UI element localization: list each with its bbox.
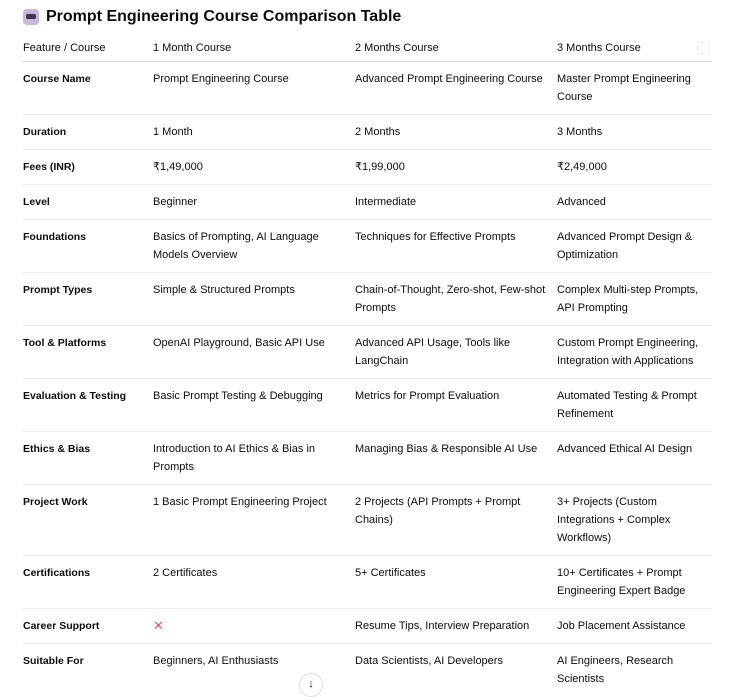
table-cell: Resume Tips, Interview Preparation [355, 609, 557, 644]
table-cell: Advanced API Usage, Tools like LangChain [355, 326, 557, 379]
table-cell: OpenAI Playground, Basic API Use [153, 326, 355, 379]
table-cell: Chain-of-Thought, Zero-shot, Few-shot Prompts [355, 273, 557, 326]
table-row [23, 379, 712, 432]
table-row [23, 185, 712, 220]
table-cell: Basics of Prompting, AI Language Models Overview [153, 220, 355, 273]
row-label: Ethics & Bias [23, 432, 153, 485]
table-cell: ₹1,99,000 [355, 150, 557, 185]
table-row [23, 273, 712, 326]
table-cell: 1 Month [153, 115, 355, 150]
table-row [23, 150, 712, 185]
table-cell: Automated Testing & Prompt Refinement [557, 379, 712, 432]
table-cell: 1 Basic Prompt Engineering Project [153, 485, 355, 556]
row-label: Prompt Types [23, 273, 153, 326]
table-row [23, 115, 712, 150]
table-row [23, 485, 712, 556]
header-cell: Feature / Course [23, 36, 153, 62]
table-row [23, 644, 712, 697]
page-title [23, 8, 401, 26]
table-cell: Advanced [557, 185, 712, 220]
title-text: Prompt Engineering Course Comparison Table [46, 8, 402, 25]
row-label: Tool & Platforms [23, 326, 153, 379]
row-label: Evaluation & Testing [23, 379, 153, 432]
table-cell: ₹1,49,000 [153, 150, 355, 185]
table-cell: 10+ Certificates + Prompt Engineering Expert Badge [557, 556, 712, 609]
table-cell: Techniques for Effective Prompts [355, 220, 557, 273]
comparison-table [23, 36, 712, 696]
header-cell: 3 Months Course [557, 36, 712, 62]
table-cell: Metrics for Prompt Evaluation [355, 379, 557, 432]
header-cell: 1 Month Course [153, 36, 355, 62]
row-label: Duration [23, 115, 153, 150]
table-cell: Beginners, AI Enthusiasts [153, 655, 279, 667]
table-cell: Managing Bias & Responsible AI Use [355, 432, 557, 485]
table-cell: Custom Prompt Engineering, Integration with Applications [557, 326, 712, 379]
scroll-down-button[interactable]: ↓ [299, 673, 323, 697]
row-label: Career Support [23, 609, 153, 644]
table-cell: AI Engineers, Research Scientists [557, 655, 674, 685]
table-cell: Job Placement Assistance [557, 609, 712, 644]
robot-icon [23, 9, 39, 25]
table-cell: Advanced Ethical AI Design [557, 432, 712, 485]
table-cell: Prompt Engineering Course [153, 62, 355, 115]
table-header-row [23, 36, 712, 62]
table-cell: 2 Certificates [153, 556, 355, 609]
table-cell: 2 Months [355, 115, 557, 150]
table-cell: Advanced Prompt Engineering Course [355, 62, 557, 115]
table-row [23, 432, 712, 485]
table-cell: Introduction to AI Ethics & Bias in Prompts [153, 432, 355, 485]
table-cell: Data Scientists, AI Developers [355, 655, 503, 667]
row-label: Foundations [23, 220, 153, 273]
table-cell: Intermediate [355, 185, 557, 220]
table-row [23, 556, 712, 609]
table-cell: Simple & Structured Prompts [153, 273, 355, 326]
table-row [23, 220, 712, 273]
table-cell: Master Prompt Engineering Course [557, 62, 712, 115]
table-cell: 3+ Projects (Custom Integrations + Complex Workflows) [557, 485, 712, 556]
table-cell: Advanced Prompt Design & Optimization [557, 220, 712, 273]
table-cell: Beginner [153, 185, 355, 220]
table-row [23, 609, 712, 644]
header-cell: 2 Months Course [355, 36, 557, 62]
table-cell: Complex Multi-step Prompts, API Prompting [557, 273, 712, 326]
table-cell: 3 Months [557, 115, 712, 150]
row-label: Certifications [23, 556, 153, 609]
row-label: Fees (INR) [23, 150, 153, 185]
row-label: Course Name [23, 62, 153, 115]
table-cell: ₹2,49,000 [557, 150, 712, 185]
table-row [23, 326, 712, 379]
cross-icon: ✕ [153, 609, 355, 644]
table-row [23, 62, 712, 115]
table-cell: Basic Prompt Testing & Debugging [153, 379, 355, 432]
table-cell: 5+ Certificates [355, 556, 557, 609]
row-label: Suitable For [23, 655, 84, 667]
table-cell: 2 Projects (API Prompts + Prompt Chains) [355, 485, 557, 556]
row-label: Project Work [23, 485, 153, 556]
row-label: Level [23, 185, 153, 220]
